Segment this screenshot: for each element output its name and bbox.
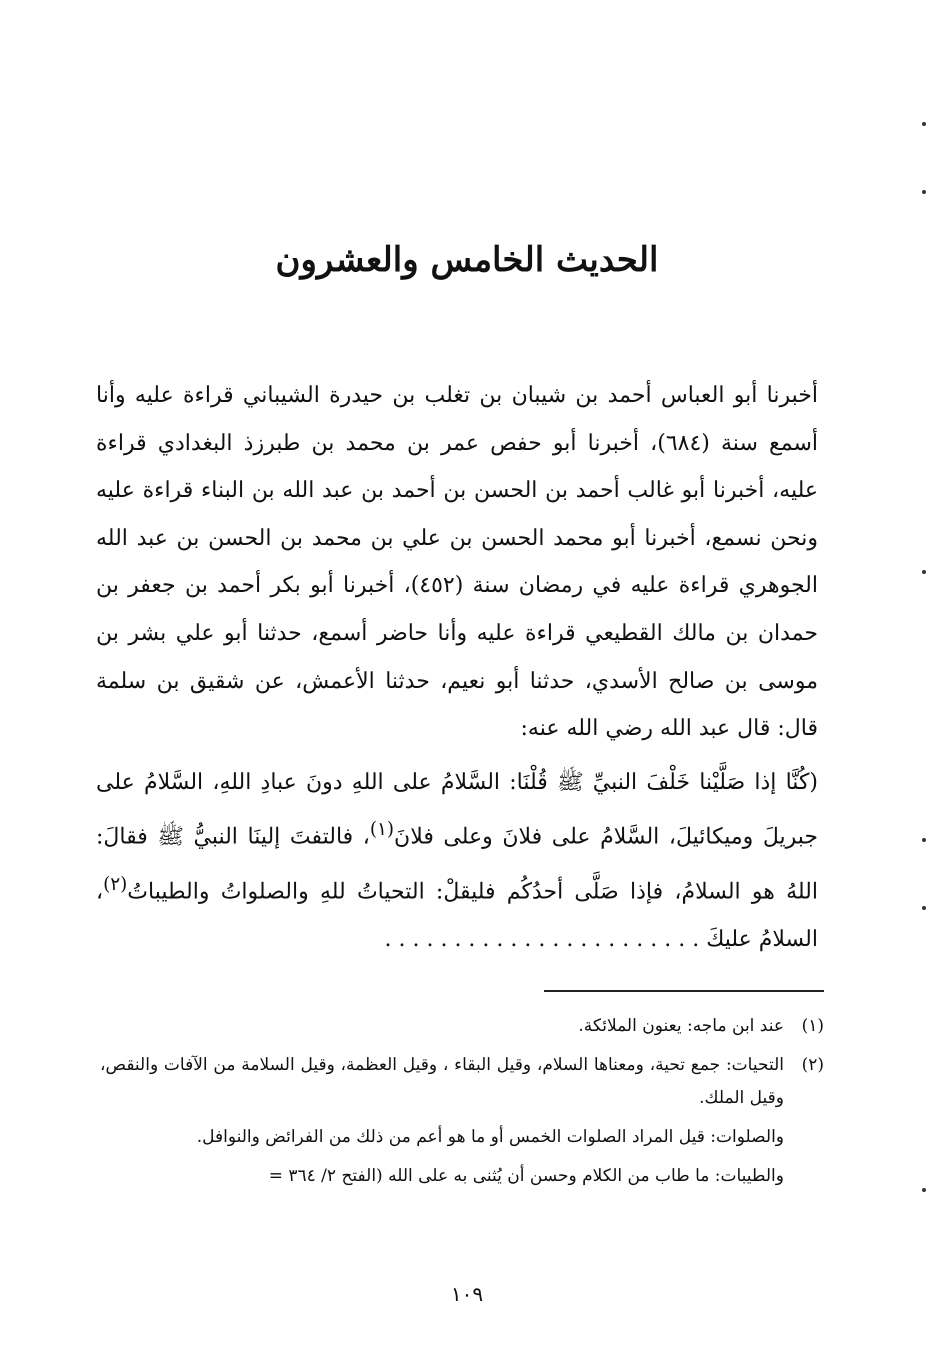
footnote-number: (٢) <box>801 1055 824 1075</box>
scan-speck <box>922 190 926 194</box>
matn-text-1: (كُنَّا إذا صَلَّيْنا خَلْفَ النبيِّ ﷺ قُلْنَا: السَّلامُ على اللهِ دونَ عبادِ اللهِ، السَّلامُ على جبريلَ وميكائيلَ، السَّلامُ على فلانَ وعلى فلانَ <box>96 769 819 850</box>
matn-text-2: ، فالتفتَ إلينَا النبيُّ ﷺ فقالَ: اللهُ هو السلامُ، فإذا صَلَّى أحدُكُم فليقلْ: التحياتُ للهِ والصلواتُ والطيباتُ <box>96 824 818 905</box>
scan-speck <box>922 570 926 574</box>
footnotes <box>100 1010 824 1199</box>
footnote-text: عند ابن ماجه: يعنون الملائكة. <box>578 1016 784 1036</box>
footnote-continuation: والطيبات: ما طاب من الكلام وحسن أن يُثنى به على الله (الفتح ٢/ ٣٦٤ = <box>268 1166 784 1186</box>
footnote-1 <box>100 1010 824 1043</box>
footnote-text: التحيات: جمع تحية، ومعناها السلام، وقيل البقاء ، وقيل العظمة، وقيل السلامة من الآفات والنقص، وقيل الملك. <box>100 1055 784 1108</box>
footnote-ref-2: (٢) <box>103 874 128 896</box>
scan-speck <box>922 122 926 126</box>
page-number: ١٠٩ <box>450 1282 484 1306</box>
footnote-number: (١) <box>801 1016 824 1036</box>
scan-speck <box>922 1188 926 1192</box>
footnote-continuation: والصلوات: قيل المراد الصلوات الخمس أو ما هو أعم من ذلك من الفرائض والنوافل. <box>196 1127 784 1147</box>
ellipsis-dots: . . . . . . . . . . . . . . . . . . . . . . . <box>384 927 700 953</box>
footnote-2 <box>100 1049 824 1115</box>
isnad-paragraph: أخبرنا أبو العباس أحمد بن شيبان بن تغلب بن حيدرة الشيباني قراءة عليه وأنا أسمع سنة (٦٨٤)، أخبرنا أبو حفص عمر بن محمد بن طبرزذ البغدادي قراءة عليه، أخبرنا أبو غالب أحمد بن الحسن بن أحمد بن عبد الله بن البناء قراءة عليه ونحن نسمع، أخبرنا أبو محمد الحسن بن علي بن محمد بن الحسن بن عبد الله الجوهري قراءة عليه في رمضان سنة (٤٥٢)، أخبرنا أبو بكر أحمد بن جعفر بن حمدان بن مالك القطيعي قراءة عليه وأنا حاضر أسمع، حدثنا أبو علي بشر بن موسى بن صالح الأسدي، حدثنا أبو نعيم، حدثنا الأعمش، عن شقيق بن سلمة قال: قال عبد الله رضي الله عنه: <box>96 383 818 742</box>
scan-speck <box>922 906 926 910</box>
matn-text-3: ، السلامُ عليكَ <box>96 879 818 953</box>
chapter-title: الحديث الخامس والعشرون <box>275 240 659 280</box>
footnote-divider <box>544 990 824 992</box>
footnote-ref-1: (١) <box>369 819 395 841</box>
scan-speck <box>922 838 926 842</box>
matn-paragraph <box>96 759 818 964</box>
main-text <box>96 372 818 964</box>
